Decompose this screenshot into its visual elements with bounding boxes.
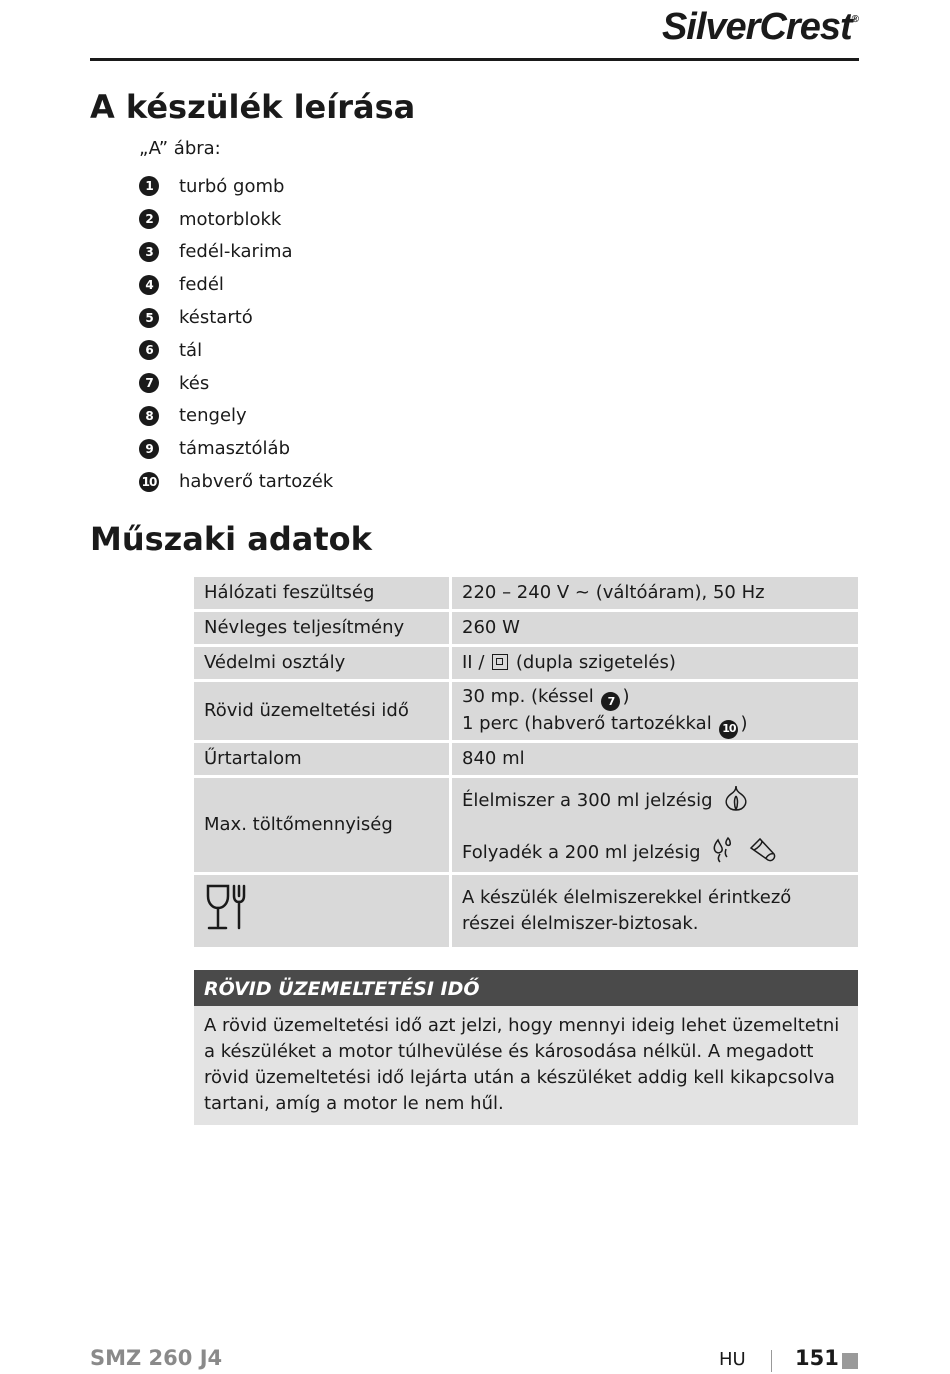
bowl-icon	[748, 836, 778, 864]
short-time-whisk: 1 perc (habverő tartozékkal	[462, 713, 712, 734]
table-row	[194, 743, 858, 775]
part-number: 1	[139, 176, 159, 196]
part-number: 2	[139, 209, 159, 229]
part-label: fedél-karima	[179, 241, 293, 263]
footer-divider	[771, 1350, 772, 1372]
part-number: 9	[139, 439, 159, 459]
list-item	[139, 301, 333, 334]
registered-mark: ®	[851, 14, 858, 25]
header-rule	[90, 58, 859, 61]
fill-food: Élelmiszer a 300 ml jelzésig	[462, 790, 713, 811]
food-safe-icon	[204, 882, 250, 932]
list-item	[139, 203, 333, 236]
footer-square	[842, 1353, 858, 1369]
part-number: 3	[139, 242, 159, 262]
part-label: motorblokk	[179, 208, 282, 230]
short-time-blade: 30 mp. (késsel	[462, 685, 594, 707]
spec-key: Max. töltőmennyiség	[194, 778, 452, 872]
parts-list	[139, 170, 333, 498]
paren: )	[740, 713, 748, 734]
part-label: tengely	[179, 405, 247, 427]
fill-liquid: Folyadék a 200 ml jelzésig	[462, 842, 701, 863]
spec-value	[452, 682, 858, 740]
table-row	[194, 612, 858, 644]
page-number: 151	[795, 1346, 839, 1370]
part-number: 7	[601, 692, 620, 711]
liquid-drops-icon	[710, 836, 738, 864]
list-item	[139, 268, 333, 301]
part-number: 10	[139, 472, 159, 492]
note-heading: RÖVID ÜZEMELTETÉSI IDŐ	[194, 970, 858, 1006]
part-number: 7	[139, 373, 159, 393]
figure-label: „A” ábra:	[139, 138, 221, 159]
list-item	[139, 465, 333, 498]
list-item	[139, 400, 333, 433]
paren: )	[622, 685, 630, 707]
table-row	[194, 875, 858, 947]
section-title-tech: Műszaki adatok	[90, 520, 372, 558]
part-label: habverő tartozék	[179, 471, 334, 493]
spec-key: Hálózati feszültség	[194, 577, 452, 609]
double-insulation-icon	[492, 654, 508, 670]
brand-name: SilverCrest	[661, 6, 852, 48]
protection-note: (dupla szigetelés)	[515, 652, 676, 673]
spec-key: Védelmi osztály	[194, 647, 452, 679]
part-number: 5	[139, 308, 159, 328]
spec-value: 260 W	[452, 612, 858, 644]
part-label: turbó gomb	[179, 175, 285, 197]
part-label: késtartó	[179, 307, 253, 329]
spec-value: 840 ml	[452, 743, 858, 775]
footer-language: HU	[719, 1349, 746, 1370]
part-number: 8	[139, 406, 159, 426]
table-row	[194, 577, 858, 609]
list-item	[139, 170, 333, 203]
section-title-description: A készülék leírása	[90, 88, 416, 126]
note-body: A rövid üzemeltetési idő azt jelzi, hogy mennyi ideig lehet üzemeltetni a készüléket a motor túlhevülése és károsodása nélkül. A megadott rövid üzemeltetési idő lejárta után a készüléket addig kell kikapcsolva tartani, amíg a motor le nem hűl.	[194, 1006, 858, 1125]
table-row	[194, 647, 858, 679]
spec-value: 220 – 240 V ~ (váltóáram), 50 Hz	[452, 577, 858, 609]
garlic-icon	[722, 784, 750, 812]
list-item	[139, 334, 333, 367]
table-row	[194, 778, 858, 872]
note-box	[194, 970, 858, 1125]
spec-key: Űrtartalom	[194, 743, 452, 775]
spec-value	[452, 778, 858, 872]
list-item	[139, 236, 333, 269]
spec-key: Rövid üzemeltetési idő	[194, 682, 452, 740]
part-number: 10	[719, 720, 738, 739]
spec-key	[194, 875, 452, 947]
part-number: 6	[139, 340, 159, 360]
part-label: tál	[179, 339, 203, 361]
spec-key: Névleges teljesítmény	[194, 612, 452, 644]
spec-table	[194, 574, 858, 950]
part-label: fedél	[179, 274, 224, 296]
table-row	[194, 682, 858, 740]
protection-class: II /	[462, 652, 485, 673]
part-label: kés	[179, 372, 210, 394]
spec-value: A készülék élelmiszerekkel érintkező részei élelmiszer-biztosak.	[452, 875, 858, 947]
part-number: 4	[139, 275, 159, 295]
brand-logo	[662, 6, 858, 49]
list-item	[139, 367, 333, 400]
spec-value	[452, 647, 858, 679]
footer-model: SMZ 260 J4	[90, 1346, 223, 1370]
list-item	[139, 432, 333, 465]
part-label: támasztóláb	[179, 438, 291, 460]
